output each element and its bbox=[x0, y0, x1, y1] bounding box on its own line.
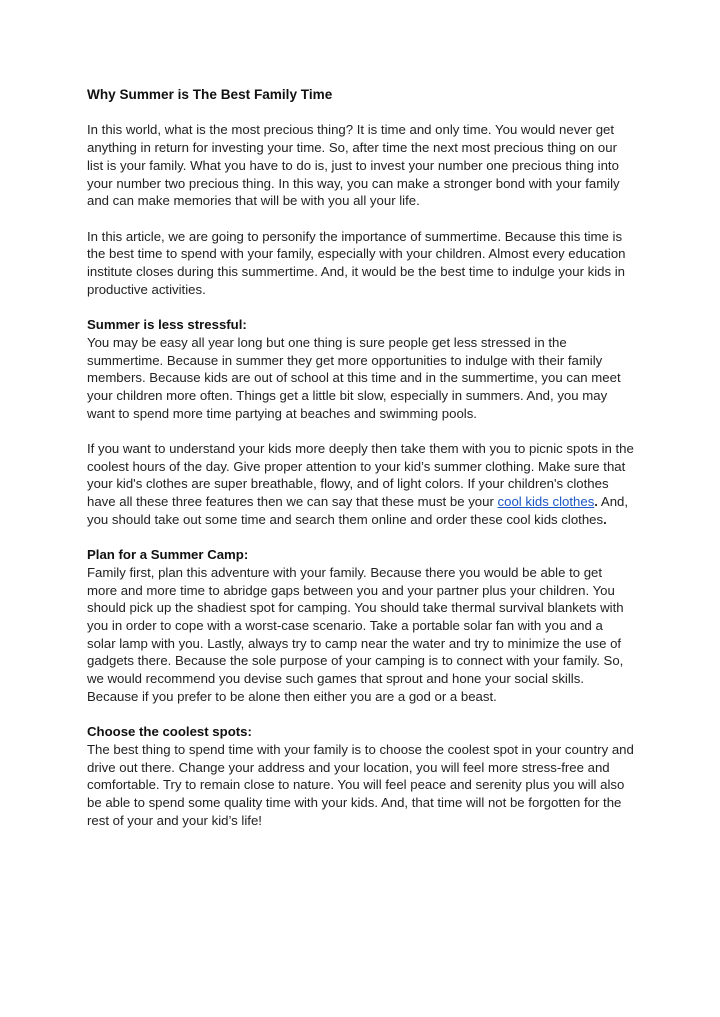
section-body-summer-camp: Family first, plan this adventure with your family. Because there you would be able to get more and more time to abridge gaps between you and your partner plus your children. You should pick up the shadiest spot for camping. You should take thermal survival blankets with you in order to cope with a worst-case scenario. Take a portable solar fan with you and a solar lamp with you. Lastly, always try to camp near the water and try to minimize the use of gadgets there. Because the sole purpose of your camping is to connect with your family. So, we would recommend you devise such games that sprout and hone your social skills. Because if you prefer to be alone then either you are a god or a beast. bbox=[87, 564, 624, 704]
document-title: Why Summer is The Best Family Time bbox=[87, 87, 333, 102]
paragraph-clothes bbox=[87, 440, 635, 529]
section-body-coolest-spots: The best thing to spend time with your family is to choose the coolest spot in your country and drive out there. Change your address and your location, you will feel more stress-free and comfortable. Try to remain close to nature. You will feel peace and serenity plus you will also be able to spend some quality time with your kids. And, that time will not be forgotten for the rest of your and your kid’s life! bbox=[87, 741, 634, 828]
section-heading-less-stressful: Summer is less stressful: bbox=[87, 317, 247, 333]
intro-paragraph-2: In this article, we are going to personify the importance of summertime. Because this time is the best time to spend with your family, especially with your children. Almost every education institute closes during this summertime. And, it would be the best time to indulge your kids in productive activities. bbox=[87, 228, 626, 297]
section-less-stressful bbox=[87, 316, 635, 422]
section-heading-summer-camp: Plan for a Summer Camp: bbox=[87, 547, 249, 563]
paragraph-clothes-period: . bbox=[594, 494, 598, 510]
paragraph-clothes-continuation: And, you should take out some time and search them online and order these cool kids clothes bbox=[87, 494, 629, 527]
section-coolest-spots bbox=[87, 723, 635, 829]
intro-paragraph-1: In this world, what is the most precious thing? It is time and only time. You would never get anything in return for investing your time. So, after time the next most precious thing on our list is your family. What you have to do is, just to invest your number one precious thing into your number two precious thing. In this way, you can make a stronger bond with your family and can make memories that will be with you all your life. bbox=[87, 122, 620, 209]
paragraph-clothes-end-period: . bbox=[603, 511, 607, 527]
document-body bbox=[87, 86, 635, 847]
section-summer-camp bbox=[87, 546, 635, 705]
paragraph-clothes-text: If you want to understand your kids more deeply then take them with you to picnic spots in the coolest hours of the day. Give proper attention to your kid’s summer clothing. Make sure that your kid's clothes are super breathable, flowy, and of light colors. If your children's clothes have all these three features then we can say that these must be your bbox=[87, 441, 634, 510]
section-body-less-stressful: You may be easy all year long but one thing is sure people get less stressed in the summertime. Because in summer they get more opportunities to indulge with their family members. Because kids are out of school at this time and in the summertime, you can meet your children more often. Things get a little bit slow, especially in summers. And, you may want to spend more time partying at beaches and swimming pools. bbox=[87, 334, 621, 421]
cool-kids-clothes-link[interactable]: cool kids clothes bbox=[497, 494, 595, 510]
section-heading-coolest-spots: Choose the coolest spots: bbox=[87, 724, 252, 740]
